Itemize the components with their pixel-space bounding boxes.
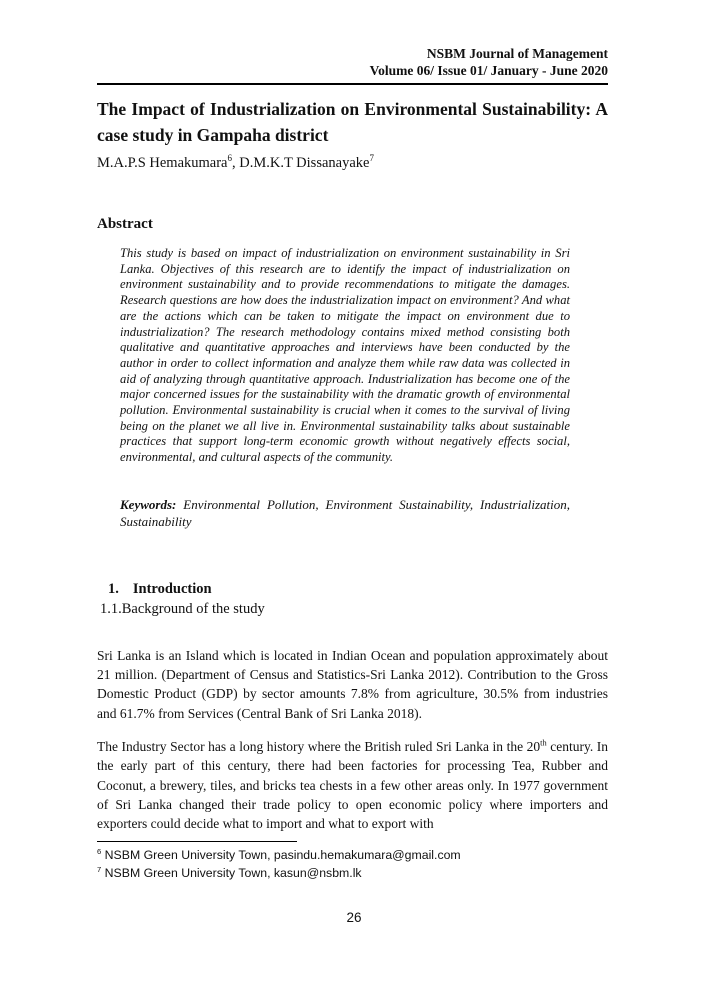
footnote-marker: 6 [97,846,102,856]
page-number: 26 [346,910,362,925]
body-paragraph-2 [97,737,608,833]
footnote-text: NSBM Green University Town, kasun@nsbm.lk [104,866,362,881]
footnote-marker: 7 [97,864,102,874]
footnotes [97,846,608,883]
subsection-heading: 1.1.Background of the study [100,600,265,617]
journal-name: NSBM Journal of Management [426,46,608,61]
keywords-text: Environmental Pollution, Environment Sustainability, Industrialization, Sustainability [120,496,570,529]
author-footnote-ref-2: 7 [369,153,374,164]
introduction-headings [97,579,608,619]
abstract-text: This study is based on impact of industrialization on environment sustainability in Sri Lanka. Objectives of this research are to identify the impact of industrialization on environment sustainability and to provide recommendations to mitigate the damages. Research questions are how does the industrialization impact on environment? And what are the actions which can be taken to mitigate the impact on environment due to industrialization? The research methodology contains mixed method consisting both qualitative and quantitative approaches and interviews have been conducted by the author in order to collect information and analyze them while raw data was collected in aid of analyzing through quantitative approach. Industrialization has become one of the major concerned issues for the sustainability with the dramatic growth of environmental pollution. Environmental sustainability is crucial when it comes to the survival of living being on the planet we all live in. Environmental sustainability talks about sustainable practices that support long-term economic growth without negatively effects social, environmental, and cultural aspects of the community. [120,246,570,465]
section-number: 1. [108,580,119,597]
body-paragraph-1: Sri Lanka is an Island which is located in Indian Ocean and population approximately about 21 million. (Department of Census and Statistics-Sri Lanka 2012). Contribution to the Gross Domestic Product (GDP) by sector amounts 7.8% from agriculture, 30.5% from industries and 61.7% from Services (Central Bank of Sri Lanka 2018). [97,647,608,721]
footnote-divider [97,841,297,842]
header-rule [97,83,608,85]
journal-header [97,46,608,79]
authors-line [97,154,608,173]
section-title: Introduction [132,580,212,597]
author-footnote-ref-1: 6 [227,153,232,164]
footnote [97,846,608,865]
journal-volume-issue: Volume 06/ Issue 01/ January - June 2020 [369,62,608,78]
footnote-text: NSBM Green University Town, pasindu.hemakumara@gmail.com [104,847,461,862]
paragraph-text: century. In the early part of this century, there had been factories for processing Tea, Rubber and Coconut, a brewery, tiles, and bricks tea chests in a few other areas only. In 1977 government of Sri Lanka changed their trade policy to open economic policy where importers and exporters could decide what to import and what to export with [97,739,608,832]
article-title: The Impact of Industrialization on Environmental Sustainability: A case study in Gampaha district [97,99,608,145]
author-separator: , [232,155,240,171]
keywords-label: Keywords: [120,496,177,512]
footnote [97,864,608,883]
keywords-block [120,496,570,530]
abstract-heading: Abstract [97,216,153,232]
section-heading [97,579,608,599]
author-name-2: D.M.K.T Dissanayake [239,155,370,171]
ordinal-superscript: th [540,738,547,748]
paragraph-text: The Industry Sector has a long history where the British ruled Sri Lanka in the 20 [97,739,541,755]
author-name-1: M.A.P.S Hemakumara [97,155,228,171]
